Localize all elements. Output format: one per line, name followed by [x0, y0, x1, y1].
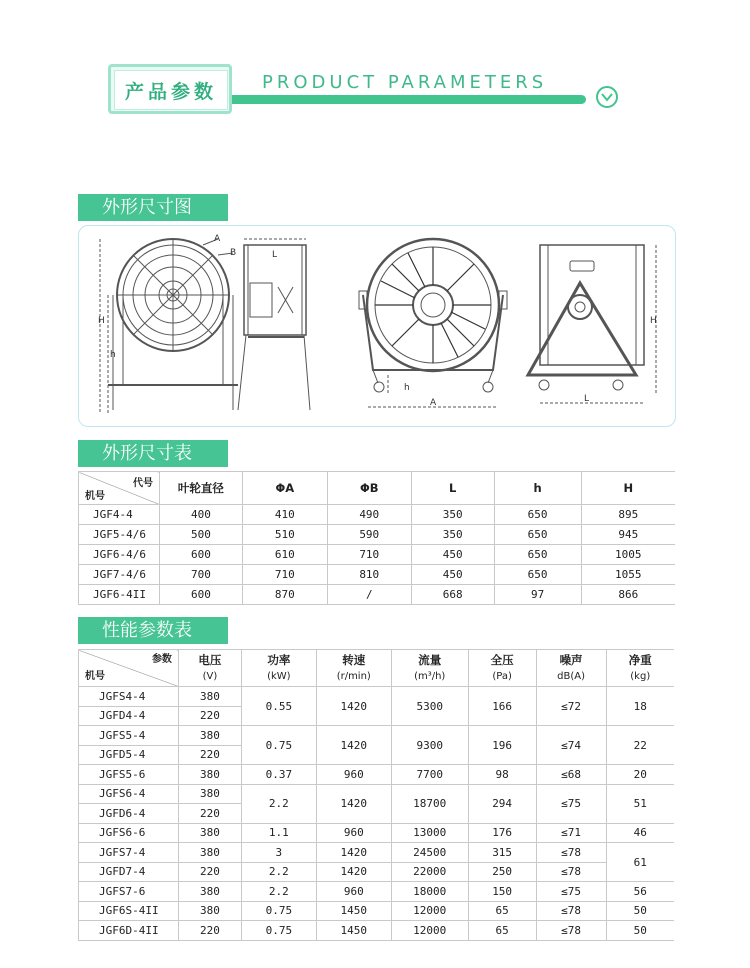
col-header-l: L [411, 472, 494, 505]
speed-cell: 1420 [316, 687, 391, 726]
pressure-cell: 166 [468, 687, 536, 726]
model-cell: JGF7-4/6 [79, 565, 160, 585]
fan-front-view-drawing [100, 239, 238, 413]
speed-cell: 1420 [316, 726, 391, 765]
flow-cell: 7700 [391, 765, 468, 785]
col-header-h-upper: H [581, 472, 675, 505]
table-row [79, 687, 675, 707]
performance-table [78, 649, 674, 941]
model-cell: JGFS4-4 [79, 687, 179, 707]
noise-cell: ≤75 [536, 784, 606, 823]
fan-outline-drawings [78, 225, 676, 427]
table-cell: 600 [159, 545, 242, 565]
table-cell: 870 [242, 585, 327, 605]
power-cell: 0.37 [241, 765, 316, 785]
table-row [79, 843, 675, 863]
speed-cell: 960 [316, 882, 391, 902]
table-row [79, 921, 675, 941]
table-row [79, 585, 676, 605]
drawing-label-a-right: A [430, 398, 437, 408]
table-row [79, 823, 675, 843]
table-cell: 490 [327, 505, 411, 525]
weight-cell: 22 [606, 726, 674, 765]
table-cell: 668 [411, 585, 494, 605]
model-cell: JGFD6-4 [79, 804, 179, 824]
table-cell: 1055 [581, 565, 675, 585]
col-header-phi-a: ΦA [242, 472, 327, 505]
model-cell: JGFS7-4 [79, 843, 179, 863]
col-header-voltage: 电压 (V) [178, 650, 241, 687]
col-header-h-lower: h [494, 472, 581, 505]
flow-cell: 12000 [391, 921, 468, 941]
corner-label-code: 代号 [132, 478, 153, 489]
weight-cell: 46 [606, 823, 674, 843]
flow-cell: 5300 [391, 687, 468, 726]
col-header-impeller-diameter: 叶轮直径 [159, 472, 242, 505]
speed-cell: 1450 [316, 901, 391, 921]
header-cn-title: 产品参数 [114, 70, 228, 110]
drawing-label-h-right: h [404, 383, 410, 393]
voltage-cell: 380 [178, 823, 241, 843]
weight-cell: 50 [606, 901, 674, 921]
pressure-cell: 176 [468, 823, 536, 843]
pressure-cell: 65 [468, 921, 536, 941]
power-cell: 2.2 [241, 882, 316, 902]
pressure-cell: 65 [468, 901, 536, 921]
table-cell: 450 [411, 545, 494, 565]
drawing-label-l-far: L [584, 394, 590, 404]
table-row [79, 545, 676, 565]
table-cell: 895 [581, 505, 675, 525]
voltage-cell: 380 [178, 882, 241, 902]
noise-cell: ≤75 [536, 882, 606, 902]
pressure-cell: 315 [468, 843, 536, 863]
speed-cell: 1420 [316, 784, 391, 823]
table-cell: 650 [494, 565, 581, 585]
table-cell: / [327, 585, 411, 605]
power-cell: 0.75 [241, 921, 316, 941]
voltage-cell: 380 [178, 784, 241, 804]
voltage-cell: 380 [178, 843, 241, 863]
table-cell: 510 [242, 525, 327, 545]
table-cell: 97 [494, 585, 581, 605]
model-cell: JGFD4-4 [79, 706, 179, 726]
header-underline-bar [232, 95, 586, 104]
voltage-cell: 380 [178, 765, 241, 785]
table-row [79, 862, 675, 882]
power-cell: 1.1 [241, 823, 316, 843]
table-cell: 610 [242, 545, 327, 565]
table-cell: 600 [159, 585, 242, 605]
power-cell: 0.55 [241, 687, 316, 726]
model-cell: JGF6D-4II [79, 921, 179, 941]
voltage-cell: 380 [178, 687, 241, 707]
chevron-down-circle-icon[interactable] [596, 86, 618, 108]
model-cell: JGF6S-4II [79, 901, 179, 921]
speed-cell: 960 [316, 823, 391, 843]
model-cell: JGF4-4 [79, 505, 160, 525]
noise-cell: ≤78 [536, 843, 606, 863]
weight-cell: 56 [606, 882, 674, 902]
model-cell: JGF6-4/6 [79, 545, 160, 565]
voltage-cell: 380 [178, 726, 241, 746]
corner-label-model: 机号 [85, 671, 105, 682]
noise-cell: ≤72 [536, 687, 606, 726]
model-cell: JGF5-4/6 [79, 525, 160, 545]
table-cell: 810 [327, 565, 411, 585]
power-cell: 2.2 [241, 862, 316, 882]
section-outline-drawing-title: 外形尺寸图 [78, 194, 228, 221]
noise-cell: ≤74 [536, 726, 606, 765]
drawing-label-h-upper: H [98, 316, 105, 326]
fan-side-view-drawing [238, 239, 310, 410]
table-cell: 350 [411, 505, 494, 525]
table-row [79, 505, 676, 525]
col-header-flow: 流量 (m³/h) [391, 650, 468, 687]
table-cell: 710 [242, 565, 327, 585]
table-row [79, 882, 675, 902]
drawing-label-a: A [214, 234, 221, 244]
flow-cell: 18700 [391, 784, 468, 823]
model-cell: JGFS5-6 [79, 765, 179, 785]
section-performance-table-title: 性能参数表 [78, 617, 228, 644]
pressure-cell: 98 [468, 765, 536, 785]
noise-cell: ≤78 [536, 862, 606, 882]
weight-cell: 18 [606, 687, 674, 726]
table-cell: 700 [159, 565, 242, 585]
noise-cell: ≤78 [536, 921, 606, 941]
voltage-cell: 220 [178, 921, 241, 941]
voltage-cell: 220 [178, 706, 241, 726]
flow-cell: 24500 [391, 843, 468, 863]
table-cell: 400 [159, 505, 242, 525]
model-cell: JGFD7-4 [79, 862, 179, 882]
noise-cell: ≤78 [536, 901, 606, 921]
model-cell: JGFS6-4 [79, 784, 179, 804]
model-cell: JGFS5-4 [79, 726, 179, 746]
model-cell: JGFD5-4 [79, 745, 179, 765]
performance-table-corner-header [79, 650, 179, 687]
corner-label-model: 机号 [85, 491, 105, 502]
speed-cell: 1450 [316, 921, 391, 941]
table-cell: 350 [411, 525, 494, 545]
corner-label-param: 参数 [151, 654, 172, 665]
flow-cell: 13000 [391, 823, 468, 843]
dimension-table-corner-header [79, 472, 160, 505]
table-cell: 710 [327, 545, 411, 565]
table-cell: 500 [159, 525, 242, 545]
noise-cell: ≤71 [536, 823, 606, 843]
model-cell: JGFS6-6 [79, 823, 179, 843]
table-row [79, 765, 675, 785]
table-row [79, 565, 676, 585]
col-header-noise: 噪声 dB(A) [536, 650, 606, 687]
weight-cell: 20 [606, 765, 674, 785]
section-dimension-table-title: 外形尺寸表 [78, 440, 228, 467]
dimension-table [78, 471, 675, 605]
performance-table-header-row [79, 650, 675, 687]
table-cell: 410 [242, 505, 327, 525]
voltage-cell: 220 [178, 745, 241, 765]
table-row [79, 784, 675, 804]
noise-cell: ≤68 [536, 765, 606, 785]
table-cell: 450 [411, 565, 494, 585]
pressure-cell: 250 [468, 862, 536, 882]
col-header-weight: 净重 (kg) [606, 650, 674, 687]
table-row [79, 901, 675, 921]
drawing-label-h-lower: h [110, 350, 116, 360]
pressure-cell: 150 [468, 882, 536, 902]
voltage-cell: 220 [178, 862, 241, 882]
speed-cell: 1420 [316, 843, 391, 863]
voltage-cell: 380 [178, 901, 241, 921]
flow-cell: 9300 [391, 726, 468, 765]
table-cell: 650 [494, 505, 581, 525]
model-cell: JGFS7-6 [79, 882, 179, 902]
power-cell: 0.75 [241, 726, 316, 765]
flow-cell: 18000 [391, 882, 468, 902]
voltage-cell: 220 [178, 804, 241, 824]
col-header-phi-b: ΦB [327, 472, 411, 505]
dimension-table-header-row [79, 472, 676, 505]
weight-cell: 61 [606, 843, 674, 882]
table-cell: 650 [494, 525, 581, 545]
power-cell: 0.75 [241, 901, 316, 921]
weight-cell: 50 [606, 921, 674, 941]
weight-cell: 51 [606, 784, 674, 823]
col-header-power: 功率 (kW) [241, 650, 316, 687]
table-row [79, 525, 676, 545]
flow-cell: 12000 [391, 901, 468, 921]
power-cell: 2.2 [241, 784, 316, 823]
model-cell: JGF6-4II [79, 585, 160, 605]
col-header-pressure: 全压 (Pa) [468, 650, 536, 687]
table-cell: 590 [327, 525, 411, 545]
pressure-cell: 196 [468, 726, 536, 765]
table-cell: 866 [581, 585, 675, 605]
table-cell: 945 [581, 525, 675, 545]
chevron-down-icon [601, 92, 613, 102]
speed-cell: 1420 [316, 862, 391, 882]
power-cell: 3 [241, 843, 316, 863]
drawing-label-h-far: H [650, 316, 657, 326]
fan-cart-side-view-drawing [528, 245, 656, 403]
table-cell: 650 [494, 545, 581, 565]
table-cell: 1005 [581, 545, 675, 565]
header-en-title: PRODUCT PARAMETERS [262, 72, 548, 93]
col-header-speed: 转速 (r/min) [316, 650, 391, 687]
table-row [79, 726, 675, 746]
drawing-label-b: B [230, 248, 237, 258]
speed-cell: 960 [316, 765, 391, 785]
drawing-label-l: L [272, 250, 278, 260]
flow-cell: 22000 [391, 862, 468, 882]
pressure-cell: 294 [468, 784, 536, 823]
fan-cart-front-view-drawing [359, 239, 507, 407]
